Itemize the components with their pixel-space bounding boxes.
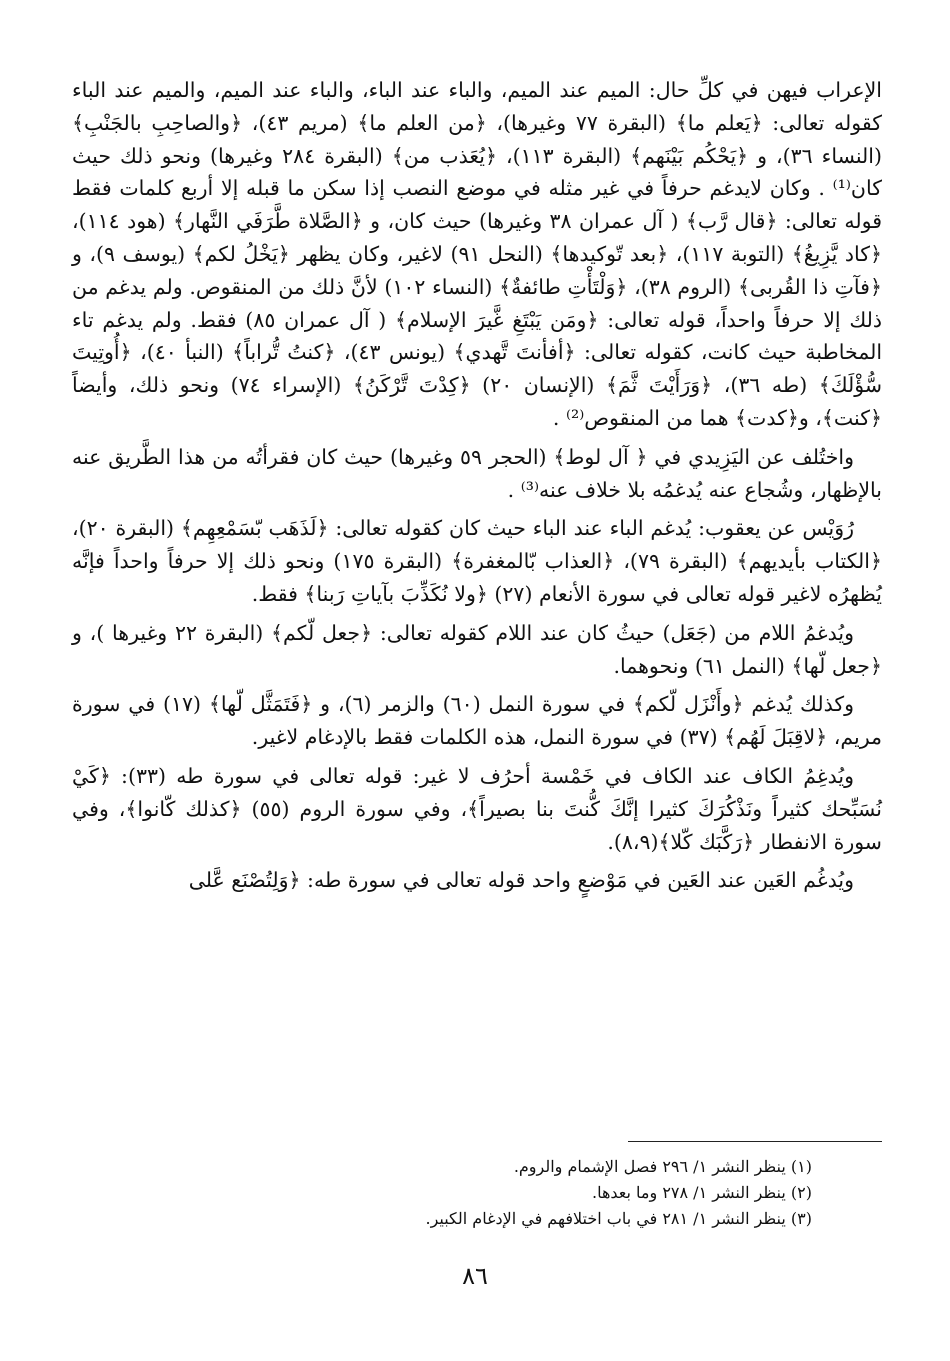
footnote-1: (١) ينظر النشر ١/ ٢٩٦ فصل الإشمام والروم. bbox=[513, 1157, 812, 1176]
footnote-3: (٣) ينظر النشر ١/ ٢٨١ في باب اختلافهم في الإدغام الكبير. bbox=[425, 1209, 812, 1228]
paragraph-4: ويُدغمُ اللام من (جَعَل) حيثُ كان عند اللام كقوله تعالى: ﴿جعل لّكم﴾ (البقرة ٢٢ وغيرها )، و ﴿جعل لّها﴾ (النمل ٦١) ونحوهما. bbox=[72, 620, 882, 678]
footnotes bbox=[72, 1154, 812, 1232]
paragraph-6: ويُدغِمُ الكاف عند الكاف في خَمْسة أحرُف لا غير: قوله تعالى في سورة طه (٣٣): ﴿كَيْ نُسَبِّحك كثيراً ونَذْكُرَكَ كثيرا إنَّكَ كُّنتَ بنا بصيراً﴾، وفي سورة الروم (٥٥) ﴿كذلك كّانوا﴾، وفي سورة الانفطار ﴿رَكَّبَك كّلا﴾(٨،٩). bbox=[72, 763, 882, 854]
page-number: ٨٦ bbox=[462, 1262, 488, 1290]
paragraph-7: ويُدغُم العَين عند العَين في مَوْضعٍ واحد قوله تعالى في سورة طه: ﴿وَلِتُصْنَع عَّلى bbox=[188, 868, 854, 893]
paragraph-2: واختُلف عن اليَزِيدي في ﴿ آل لوط﴾ (الحجر ٥٩ وغيرها) حيث كان فقرأتُه من هذا الطَّريق عنه بالإظهار، وشُجاع عنه يُدغمُه بلا خلاف عنه⁽³⁾ . bbox=[72, 444, 882, 502]
footnote-divider bbox=[628, 1141, 882, 1142]
paragraph-5: وكذلك يُدغم ﴿وأَنْزَل لّكم﴾ في سورة النمل (٦٠) والزمر (٦)، و ﴿فَتَمَثَّل لّها﴾ (١٧) في سورة مريم، ﴿لاقِبَلَ لَهُم﴾ (٣٧) في سورة النمل، هذه الكلمات فقط بالإدغام لاغير. bbox=[72, 692, 882, 750]
paragraph-1: الإعراب فيهن في كلِّ حال: الميم عند الميم، والباء عند الباء، والباء عند الميم، والميم عند الباء كقوله تعالى: ﴿يَعلم ما﴾ (البقرة ٧٧ وغيرها)، ﴿من العلم ما﴾ (مريم ٤٣)، ﴿والصاحِبِ بالجَنْبِ﴾ (النساء ٣٦)، و ﴿يَحْكُم بَيْنَهم﴾ (البقرة ١١٣)، ﴿يُعَذب من﴾ (البقرة ٢٨٤ وغيرها) ونحو ذلك حيث كان⁽¹⁾ . وكان لايدغم حرفاً في غير مثله في موضع النصب إذا سكن ما قبله إلا أربع كلمات فقط قوله تعالى: ﴿قال رَّب﴾ ( آل عمران ٣٨ وغيرها) حيث كان، و ﴿الصَّلاة طَّرَفَي النَّهار﴾ (هود ١١٤)، ﴿كاد يَّزِيغُ﴾ (التوبة ١١٧)، ﴿بعد تّوكيدها﴾ (النحل ٩١) لاغير، وكان يظهر ﴿يَخْلُ لكم﴾ (يوسف ٩)، و ﴿فآتِ ذا القُربى﴾ (الروم ٣٨)، ﴿وَلْتَأْتِ طائفةٌ﴾ (النساء ١٠٢) لأنَّ ذلك من المنقوص. ولم يدغم من ذلك إلا حرفاً واحداً، قوله تعالى: ﴿ومَن يَبْتَغِ غَّيرَ الإسلام﴾ ( آل عمران ٨٥) فقط. ولم يدغم تاء المخاطبة حيث كانت، كقوله تعالى: ﴿أفأنتَ تَّهدي﴾ (يونس ٤٣)، ﴿كنتُ تُّراباً﴾ (النبأ ٤٠)، ﴿أُوتِيتَ سُّؤْلَكَ﴾ (طه ٣٦)، ﴿وَرَأَيْتَ ثَّمَ﴾ (الإنسان ٢٠) ﴿كِدْتَ تَّرْكَنُ﴾ (الإسراء ٧٤) ونحو ذلك، وأيضاً ﴿كنت﴾، و﴿كدت﴾ هما من المنقوص⁽²⁾ . bbox=[72, 78, 883, 430]
paragraph-3: رُوَيْس عن يعقوب: يُدغم الباء عند الباء حيث كان كقوله تعالى: ﴿لَذَهَب بّسَمْعِهِم﴾ (البقرة ٢٠)، ﴿الكتاب بأيديهم﴾ (البقرة ٧٩)، ﴿العذاب بّالمغفرة﴾ (البقرة ١٧٥) ونحو ذلك إلا حرفاً واحداً فإنَّه يُظهرُه لاغير قوله تعالى في سورة الأنعام (٢٧) ﴿ولا نُكَذِّبَ بآياتِ رَبنا﴾ فقط. bbox=[72, 516, 882, 606]
footnote-2: (٢) ينظر النشر ١/ ٢٧٨ وما بعدها. bbox=[592, 1183, 812, 1202]
main-text bbox=[72, 74, 882, 903]
